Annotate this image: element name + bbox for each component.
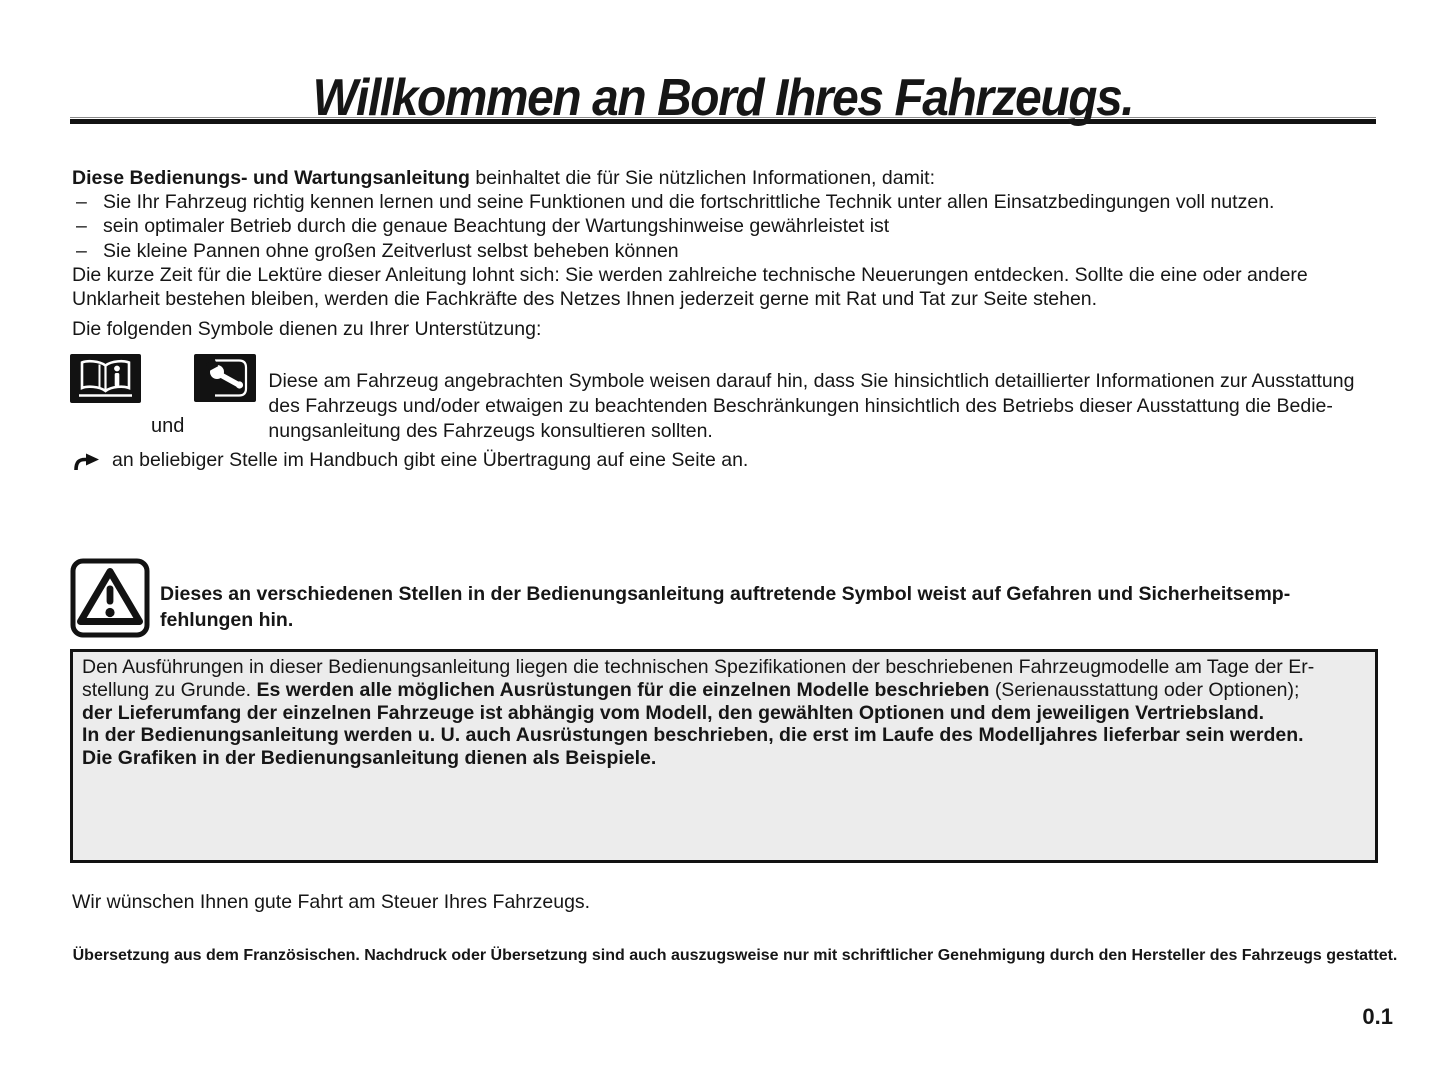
open-manual-book-icon — [70, 354, 141, 408]
intro-lead-rest: beinhaltet die für Sie nützlichen Informationen, damit: — [469, 167, 935, 189]
safety-warning-text — [160, 558, 1290, 643]
bullet-dash: – — [76, 215, 87, 238]
bullet-text: Sie Ihr Fahrzeug richtig kennen lernen und seine Funktionen und die fortschrittliche Technik unter allen Einsatzbedingungen voll nutzen. — [103, 191, 1275, 214]
notice-line: Den Ausführungen in dieser Bedienungsanleitung liegen die technischen Spezifikationen der beschriebenen Fahrzeugmodelle am Tage der Er- — [82, 656, 1315, 678]
intro-lead-bold: Diese Bedienungs- und Wartungsanleitung — [72, 167, 470, 189]
lecture-paragraph-line: Die kurze Zeit für die Lektüre dieser Anleitung lohnt sich: Sie werden zahlreiche technische Neuerungen entdecken. Sollte die eine oder andere — [72, 263, 1308, 286]
symbols-description-line: des Fahrzeugs und/oder etwaigen zu beachtenden Beschränkungen hinsichtlich des Betriebs dieser Ausstattung die Bedie- — [268, 395, 1333, 417]
und-label: und — [151, 415, 185, 437]
page-reference-arrow-icon — [72, 450, 100, 472]
safety-warning-line: fehlungen hin. — [160, 608, 294, 631]
symbols-description-line: nungsanleitung des Fahrzeugs konsultieren sollten. — [268, 420, 713, 442]
specifications-notice-box — [70, 649, 1378, 863]
page-number: 0.1 — [1362, 1004, 1393, 1029]
bullet-dash: – — [76, 191, 87, 214]
wrench-icon — [194, 354, 256, 407]
symbols-description-line: Diese am Fahrzeug angebrachten Symbole weisen darauf hin, dass Sie hinsichtlich detaillierter Informationen zur Ausstattung — [268, 370, 1355, 392]
bullet-item — [72, 239, 1377, 263]
bullet-item — [72, 190, 1377, 214]
symbols-description — [268, 354, 1354, 444]
page-title-text: Willkommen an Bord Ihres Fahrzeugs. — [312, 69, 1133, 127]
notice-line: In der Bedienungsanleitung werden u. U. auch Ausrüstungen beschrieben, die erst im Laufe des Modelljahres lieferbar sein werden. — [82, 724, 1304, 747]
closing-wish-text: Wir wünschen Ihnen gute Fahrt am Steuer Ihres Fahrzeugs. — [72, 891, 591, 913]
page-title — [0, 68, 1445, 128]
symbols-legend-row — [70, 354, 1354, 444]
page-reference-note-text: an beliebiger Stelle im Handbuch gibt eine Übertragung auf eine Seite an. — [112, 449, 749, 471]
page-reference-note — [72, 449, 748, 472]
notice-line: der Lieferumfang der einzelnen Fahrzeuge ist abhängig vom Modell, den gewählten Optionen und dem jeweiligen Vertriebsland. — [82, 701, 1265, 724]
notice-line: stellung zu Grunde. Es werden alle möglichen Ausrüstungen für die einzelnen Modelle beschrieben (Serienausstattung oder Optionen); — [82, 678, 1300, 701]
lecture-paragraph-line: Unklarheit bestehen bleiben, werden die Fachkräfte des Netzes Ihnen jederzeit gerne mit Rat und Tat zur Seite stehen. — [72, 288, 1098, 311]
symbols-intro-line: Die folgenden Symbole dienen zu Ihrer Unterstützung: — [72, 318, 542, 341]
safety-warning-line: Dieses an verschiedenen Stellen in der Bedienungsanleitung auftretende Symbol weist auf Gefahren und Sicherheitsemp- — [160, 583, 1291, 605]
bullet-text: sein optimaler Betrieb durch die genaue Beachtung der Wartungshinweise gewährleistet ist — [103, 215, 890, 238]
bullet-dash: – — [76, 239, 87, 262]
intro-section — [72, 166, 1377, 341]
warning-triangle-icon — [70, 558, 150, 643]
bullet-text: Sie kleine Pannen ohne großen Zeitverlust selbst beheben können — [103, 239, 679, 262]
copyright-translation-notice: Übersetzung aus dem Französischen. Nachdruck oder Übersetzung sind auch auszugsweise nur mit schriftlicher Genehmigung durch den Hersteller des Fahrzeugs gestattet. — [72, 947, 1398, 964]
intro-lead-line — [72, 166, 1377, 190]
notice-line: Die Grafiken in der Bedienungsanleitung dienen als Beispiele. — [82, 747, 657, 770]
safety-warning-row — [70, 558, 1290, 643]
bullet-item — [72, 214, 1377, 238]
